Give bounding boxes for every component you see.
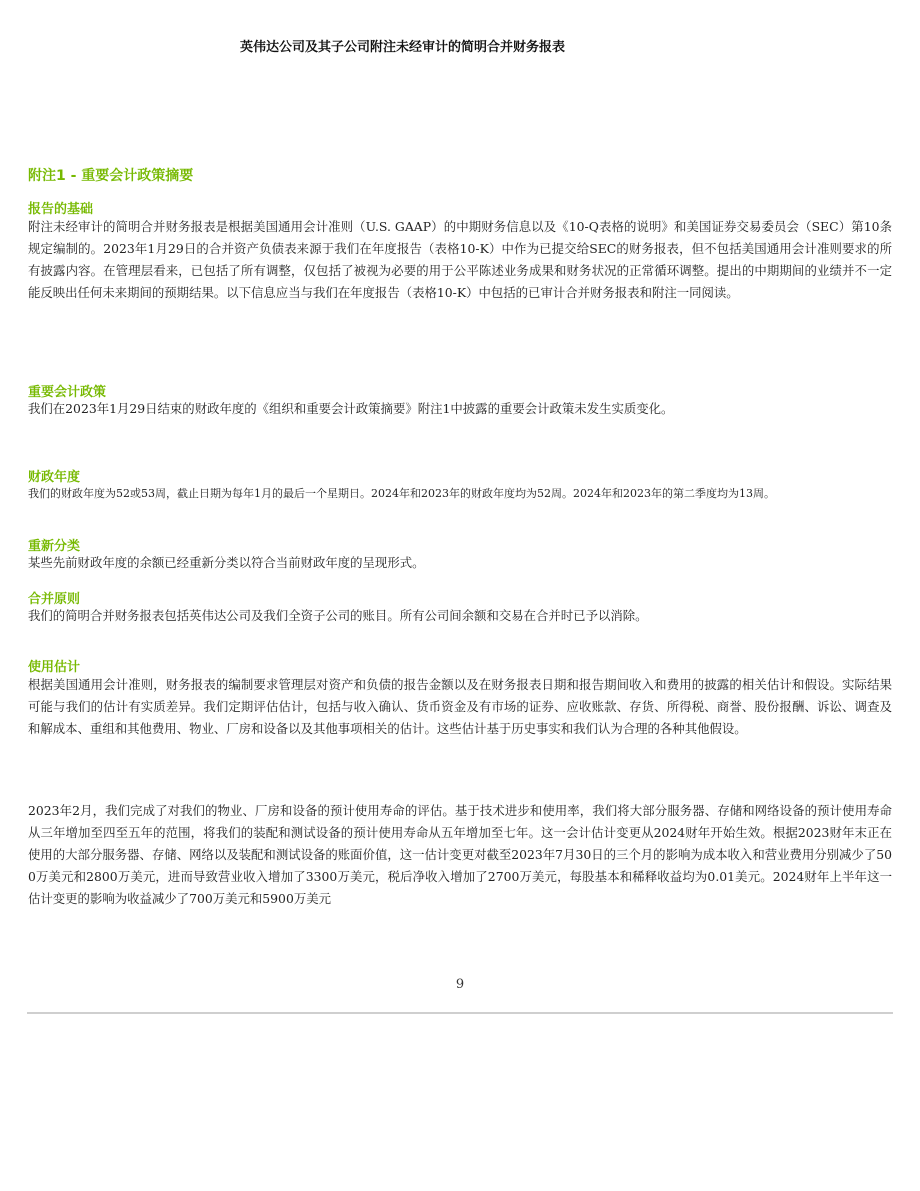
section-body-estimates: 根据美国通用会计准则，财务报表的编制要求管理层对资产和负债的报告金额以及在财务报表日期和报告期间收入和费用的披露的相关估计和假设。实际结果可能与我们的估计有实质差异。我们定期评估估计，包括与收入确认、货币资金及有市场的证券、应收账款、存货、所得税、商誉、股份报酬、诉讼、调查及和解成本、重组和其他费用、物业、厂房和设备以及其他事项相关的估计。这些估计基于历史事实和我们认为合理的各种其他假设。 <box>28 677 892 736</box>
section-title-estimates: 使用估计 <box>28 660 81 675</box>
section-body-basis: 附注未经审计的简明合并财务报表是根据美国通用会计准则（U.S. GAAP）的中期财务信息以及《10-Q表格的说明》和美国证券交易委员会（SEC）第10条规定编制的。2023年1月29日的合并资产负债表来源于我们在年度报告（表格10-K）中作为已提交给SEC的财务报表，但不包括美国通用会计准则要求的所有披露内容。在管理层看来，已包括了所有调整，仅包括了被视为必要的用于公平陈述业务成果和财务状况的正常循环调整。提出的中期期间的业绩并不一定能反映出任何未来期间的预期结果。以下信息应当与我们在年度报告（表格10-K）中包括的已审计合并财务报表和附注一同阅读。 <box>28 219 892 300</box>
section-title-fiscal-year: 财政年度 <box>28 470 81 485</box>
page-number: 9 <box>455 977 465 992</box>
section-body-consolidation: 我们的简明合并财务报表包括英伟达公司及我们全资子公司的账目。所有公司间余额和交易在合并时已予以消除。 <box>28 608 648 623</box>
footer-divider <box>27 1012 893 1014</box>
page-header-title: 英伟达公司及其子公司附注未经审计的简明合并财务报表 <box>240 40 566 55</box>
section-body-reclassification: 某些先前财政年度的余额已经重新分类以符合当前财政年度的呈现形式。 <box>28 555 425 570</box>
section-body-estimates-2: 2023年2月，我们完成了对我们的物业、厂房和设备的预计使用寿命的评估。基于技术进步和使用率，我们将大部分服务器、存储和网络设备的预计使用寿命从三年增加至四至五年的范围，将我们的装配和测试设备的预计使用寿命从五年增加至七年。这一会计估计变更从2024财年开始生效。根据2023财年末正在使用的大部分服务器、存储、网络以及装配和测试设备的账面价值，这一估计变更对截至2023年7月30日的三个月的影响为成本收入和营业费用分别减少了500万美元和2800万美元，进而导致营业收入增加了3300万美元，税后净收入增加了2700万美元，每股基本和稀释收益均为0.01美元。2024财年上半年这一估计变更的影响为收益减少了700万美元和5900万美元 <box>28 803 892 906</box>
section-title-reclassification: 重新分类 <box>28 539 81 554</box>
section-title-basis: 报告的基础 <box>28 202 94 217</box>
section-body-fiscal-year: 我们的财政年度为52或53周，截止日期为每年1月的最后一个星期日。2024年和2023年的财政年度均为52周。2024年和2023年的第二季度均为13周。 <box>28 487 775 500</box>
section-body-policies: 我们在2023年1月29日结束的财政年度的《组织和重要会计政策摘要》附注1中披露的重要会计政策未发生实质变化。 <box>28 401 674 416</box>
note-title: 附注1 - 重要会计政策摘要 <box>28 168 194 184</box>
section-title-policies: 重要会计政策 <box>28 385 107 400</box>
section-title-consolidation: 合并原则 <box>28 592 81 607</box>
